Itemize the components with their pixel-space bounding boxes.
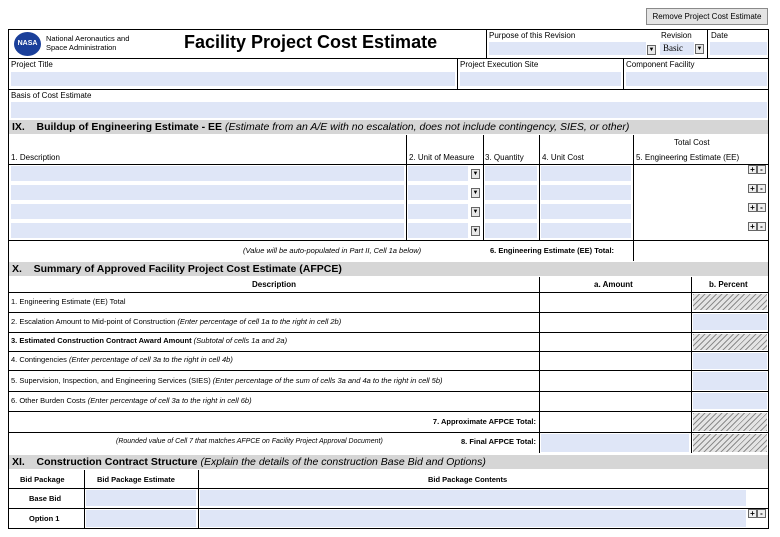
bid-package-header: Bid Package [20, 475, 65, 484]
nasa-logo: NASA [14, 32, 41, 56]
project-title-field[interactable] [11, 72, 455, 86]
remove-row-icon[interactable]: - [757, 203, 766, 212]
component-facility-field[interactable] [626, 72, 767, 86]
remove-row-icon[interactable]: - [757, 184, 766, 193]
section-x-title: Summary of Approved Facility Project Cost Estimate (AFPCE) [33, 263, 342, 275]
section-ix-note: (Estimate from an A/E with no escalation, does not include contingency, SIES, or other) [224, 121, 630, 133]
base-bid-contents-field[interactable] [200, 490, 746, 506]
unit-dropdown-arrow[interactable]: ▼ [472, 171, 479, 177]
remove-option-icon[interactable]: - [757, 509, 766, 518]
item-unit-cost-field[interactable] [541, 223, 631, 238]
summary-row-contingencies: 4. Contingencies (Enter percentage of cell 3a to the right in cell 4b) [11, 355, 233, 364]
unit-dropdown-arrow[interactable]: ▼ [472, 209, 479, 215]
item-quantity-field[interactable] [485, 204, 537, 219]
execution-site-field[interactable] [460, 72, 621, 86]
item-unit-field[interactable] [408, 166, 468, 181]
item-description-field[interactable] [11, 223, 404, 238]
section-xi-note: (Explain the details of the construction Base Bid and Options) [200, 456, 486, 468]
item-quantity-field[interactable] [485, 166, 537, 181]
add-row-icon[interactable]: + [748, 222, 757, 231]
summary-row-award-amount: 3. Estimated Construction Contract Award Amount (Subtotal of cells 1a and 2a) [11, 336, 288, 345]
item-unit-field[interactable] [408, 223, 468, 238]
option-1-label: Option 1 [29, 514, 60, 523]
amount-cell-5a [541, 372, 689, 390]
purpose-label: Purpose of this Revision [489, 31, 576, 40]
option-1-contents-field[interactable] [200, 510, 746, 527]
item-quantity-field[interactable] [485, 185, 537, 200]
date-label: Date [711, 31, 728, 40]
percent-field-6b[interactable] [693, 393, 767, 409]
add-row-icon[interactable]: + [748, 203, 757, 212]
section-ix-title: Buildup of Engineering Estimate - EE [36, 121, 223, 133]
section-xi-number: XI. [12, 456, 25, 468]
percent-field-5b[interactable] [693, 372, 767, 390]
amount-cell-4a [541, 353, 689, 369]
final-afpce-total-field[interactable] [541, 434, 689, 452]
col-ee-header: 5. Engineering Estimate (EE) [636, 153, 740, 162]
section-ix-number: IX. [12, 121, 25, 133]
amount-cell-7a [541, 413, 689, 431]
summary-percent-header: b. Percent [709, 280, 748, 289]
agency-name-line1: National Aeronautics and [46, 34, 130, 43]
remove-estimate-button[interactable]: Remove Project Cost Estimate [646, 8, 768, 25]
amount-cell-3a [541, 334, 689, 350]
agency-name-line2: Space Administration [46, 43, 117, 52]
revision-select[interactable]: Basic [660, 42, 694, 55]
page-title: Facility Project Cost Estimate [184, 32, 438, 52]
purpose-field[interactable] [489, 42, 646, 55]
item-description-field[interactable] [11, 204, 404, 219]
unit-dropdown-arrow[interactable]: ▼ [472, 190, 479, 196]
revision-dropdown-arrow[interactable]: ▼ [696, 46, 703, 52]
item-unit-cost-field[interactable] [541, 166, 631, 181]
summary-row-ee-total: 1. Engineering Estimate (EE) Total [11, 297, 126, 306]
base-bid-estimate-field[interactable] [86, 490, 196, 506]
amount-cell-2a [541, 314, 689, 330]
approx-afpce-total-label: 7. Approximate AFPCE Total: [432, 417, 536, 426]
purpose-dropdown-arrow[interactable]: ▼ [648, 47, 655, 53]
unit-dropdown-arrow[interactable]: ▼ [472, 228, 479, 234]
basis-of-estimate-field[interactable] [11, 102, 767, 118]
summary-amount-header: a. Amount [594, 280, 633, 289]
revision-label: Revision [661, 31, 692, 40]
col-quantity-header: 3. Quantity [485, 153, 524, 162]
section-xi-title: Construction Contract Structure [36, 456, 198, 468]
summary-description-header: Description [252, 280, 297, 289]
item-description-field[interactable] [11, 185, 404, 200]
base-bid-label: Base Bid [29, 494, 62, 503]
summary-row-escalation: 2. Escalation Amount to Mid-point of Construction (Enter percentage of cell 1a to the right in cell 2b) [11, 317, 342, 326]
bid-estimate-header: Bid Package Estimate [97, 475, 175, 484]
summary-row-other-burden: 6. Other Burden Costs (Enter percentage of cell 3a to the right in cell 6b) [11, 396, 252, 405]
col-unit-cost-header: 4. Unit Cost [542, 153, 584, 162]
summary-row-sies: 5. Supervision, Inspection, and Engineering Services (SIES) (Enter percentage of the sum of cells 3a and 4a to the right in cell 5b) [11, 376, 443, 385]
execution-site-label: Project Execution Site [460, 60, 539, 69]
percent-field-2b[interactable] [693, 314, 767, 330]
project-title-label: Project Title [11, 60, 53, 69]
date-field[interactable] [710, 42, 767, 55]
item-description-field[interactable] [11, 166, 404, 181]
percent-cell-8b [693, 434, 767, 452]
basis-of-estimate-label: Basis of Cost Estimate [11, 91, 92, 100]
col-total-cost-header: Total Cost [674, 138, 710, 147]
rounded-value-note: (Rounded value of Cell 7 that matches AFPCE on Facility Project Approval Document) [116, 438, 383, 445]
item-unit-field[interactable] [408, 204, 468, 219]
ee-total-label: 6. Engineering Estimate (EE) Total: [490, 246, 615, 255]
option-1-estimate-field[interactable] [86, 510, 196, 527]
add-row-icon[interactable]: + [748, 165, 757, 174]
remove-row-icon[interactable]: - [757, 222, 766, 231]
percent-cell-1b [693, 294, 767, 310]
add-option-icon[interactable]: + [748, 509, 757, 518]
section-ix-header [9, 120, 768, 134]
section-xi-header [9, 455, 768, 469]
col-unit-header: 2. Unit of Measure [409, 153, 475, 162]
remove-row-icon[interactable]: - [757, 165, 766, 174]
col-description-header: 1. Description [11, 153, 60, 162]
percent-field-4b[interactable] [693, 353, 767, 369]
ee-total-value [635, 243, 767, 259]
section-x-number: X. [12, 263, 22, 275]
item-unit-cost-field[interactable] [541, 204, 631, 219]
final-afpce-total-label: 8. Final AFPCE Total: [460, 437, 536, 446]
item-quantity-field[interactable] [485, 223, 537, 238]
add-row-icon[interactable]: + [748, 184, 757, 193]
component-facility-label: Component Facility [626, 60, 695, 69]
section-x-header [9, 262, 768, 276]
bid-contents-header: Bid Package Contents [428, 475, 508, 484]
amount-cell-6a [541, 393, 689, 409]
amount-cell-1a [541, 294, 689, 310]
item-unit-field[interactable] [408, 185, 468, 200]
percent-cell-3b [693, 334, 767, 350]
percent-cell-7b [693, 413, 767, 431]
item-unit-cost-field[interactable] [541, 185, 631, 200]
autopopulate-note: (Value will be auto-populated in Part II, Cell 1a below) [243, 246, 422, 255]
